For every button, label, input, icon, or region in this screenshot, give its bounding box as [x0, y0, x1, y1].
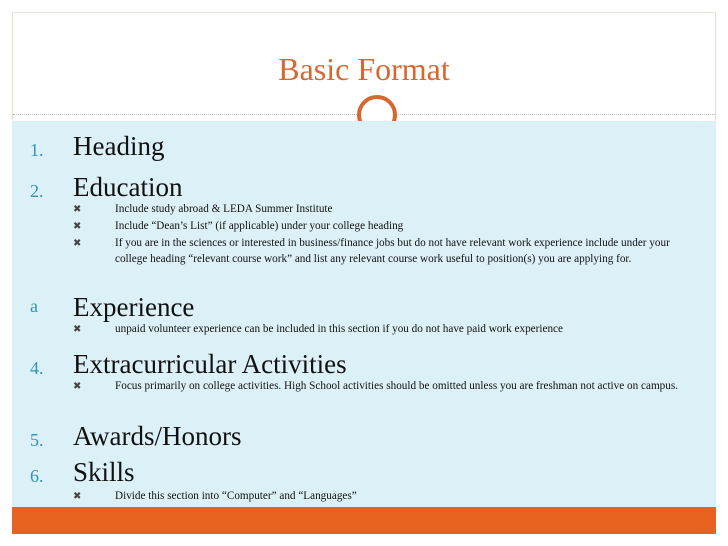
- list-heading: Heading: [73, 131, 165, 161]
- x-mark-icon: ✖: [73, 204, 82, 215]
- x-mark-icon: ✖: [73, 238, 82, 249]
- list-heading: Awards/Honors: [73, 421, 242, 451]
- list-number: 2.: [30, 181, 44, 201]
- slide-title: Basic Format: [278, 51, 450, 87]
- list-number: 1.: [30, 140, 44, 160]
- list-heading: Experience: [73, 292, 195, 322]
- x-mark-icon: ✖: [73, 324, 82, 335]
- x-mark-icon: ✖: [73, 491, 82, 502]
- list-number: a: [30, 296, 38, 316]
- list-number: 6.: [30, 466, 44, 486]
- list-heading: Skills: [73, 457, 135, 487]
- x-mark-icon: ✖: [73, 221, 82, 232]
- x-mark-icon: ✖: [73, 381, 82, 392]
- slide-content: 1. Heading 2. Education ✖ Include study abroad & LEDA Summer Institute ✖ Include “Dean’s List” (if applicable) under your college heading ✖ If you are in the sciences or interested in business/finance jobs but do not have relevant work experience include under your college heading “relevant course work” and list any relevant course work useful to position(s) you are applying for. a Experience ✖ unpaid volunteer experience can be included in this section if you do not have paid work experience 4. Extracurricular Activities ✖ Focus primarily on college activities. High School activities should be omitted unless you are freshman not active on campus. 5. Awards/Honors 6. Skills ✖ Divide this section into “Computer” and “Languages”: [12, 121, 716, 507]
- bottom-accent-bar: [12, 507, 716, 534]
- list-heading: Extracurricular Activities: [73, 349, 347, 379]
- list-heading: Education: [73, 172, 183, 202]
- list-number: 4.: [30, 358, 44, 378]
- list-number: 5.: [30, 430, 44, 450]
